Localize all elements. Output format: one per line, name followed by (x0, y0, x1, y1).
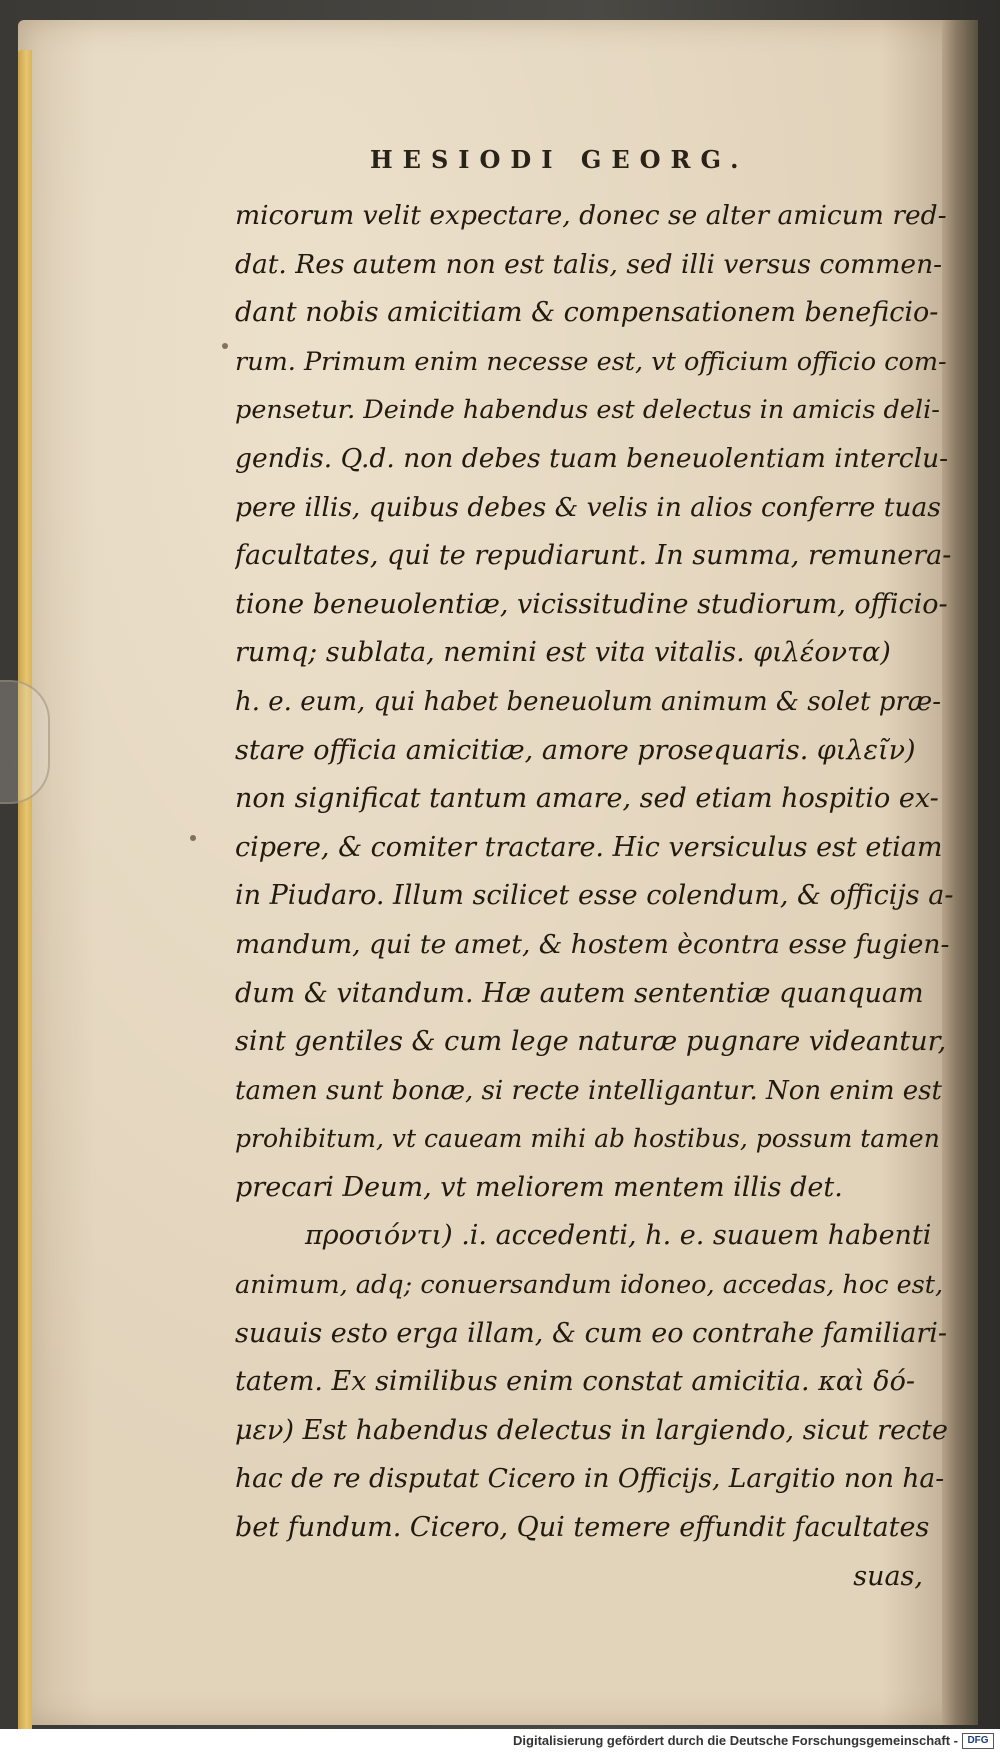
dfg-logo-icon: DFG (962, 1733, 994, 1749)
text-line: animum, adq; conuersandum idoneo, accedas, hoc est, (235, 1270, 944, 1301)
text-line: pensetur. Deinde habendus est delectus in amicis deli- (235, 395, 940, 426)
text-line: μεν) Est habendus delectus in largiendo, sicut recte (235, 1414, 948, 1446)
book-clasp-shadow (0, 680, 50, 804)
text-line: tione beneuolentiæ, vicissitudine studiorum, officio- (235, 588, 948, 620)
funding-credit: Digitalisierung gefördert durch die Deutsche Forschungsgemeinschaft - (513, 1733, 958, 1748)
text-line: dant nobis amicitiam & compensationem beneficio- (235, 297, 939, 329)
text-line: prohibitum, vt caueam mihi ab hostibus, possum tamen (235, 1124, 940, 1154)
text-line: precari Deum, vt meliorem mentem illis det. (235, 1171, 843, 1203)
text-line: hac de re disputat Cicero in Officijs, Largitio non ha- (235, 1463, 945, 1495)
text-line: pere illis, quibus debes & velis in alios conferre tuas (235, 491, 941, 523)
text-line: non significat tantum amare, sed etiam hospitio ex- (235, 783, 939, 815)
text-line: dat. Res autem non est talis, sed illi versus commen- (235, 248, 943, 280)
text-line: micorum velit expectare, donec se alter amicum red- (235, 200, 947, 231)
text-line: stare officia amicitiæ, amore prosequaris. φιλεῖν) (235, 734, 916, 766)
text-line: gendis. Q.d. non debes tuam beneuolentiam interclu- (235, 442, 949, 474)
gilt-page-edge (18, 50, 32, 1740)
text-line: in Piudaro. Illum scilicet esse colendum, & officijs a- (235, 880, 953, 912)
text-line-paragraph-start: προσιόντι) .i. accedenti, h. e. suauem habenti (305, 1220, 932, 1252)
digitization-footer (0, 1729, 1000, 1754)
wormhole-mark (190, 835, 196, 841)
text-line: tatem. Ex similibus enim constat amicitia. καὶ δό- (235, 1366, 915, 1398)
ink-spot-mark (222, 343, 228, 349)
text-line: cipere, & comiter tractare. Hic versiculus est etiam (235, 831, 943, 863)
text-line: dum & vitandum. Hæ autem sententiæ quanquam (235, 977, 924, 1009)
body-text (235, 192, 953, 1601)
text-line: suauis esto erga illam, & cum eo contrahe familiari- (235, 1317, 948, 1349)
text-line: sint gentiles & cum lege naturæ pugnare videantur, (235, 1026, 947, 1058)
text-line: rumq; sublata, nemini est vita vitalis. φιλέοντα) (235, 637, 891, 669)
text-line: mandum, qui te amet, & hostem ècontra esse fugien- (235, 928, 950, 960)
text-line: rum. Primum enim necesse est, vt officium officio com- (235, 346, 947, 377)
catchword: suas, (853, 1560, 923, 1592)
text-line: h. e. eum, qui habet beneuolum animum & solet præ- (235, 686, 941, 717)
text-line: bet fundum. Cicero, Qui temere effundit facultates (235, 1512, 930, 1544)
text-line: tamen sunt bonæ, si recte intelligantur. Non enim est (235, 1075, 942, 1106)
text-line: facultates, qui te repudiarunt. In summa, remunera- (235, 540, 952, 572)
running-title: HESIODI GEORG. (370, 145, 749, 174)
